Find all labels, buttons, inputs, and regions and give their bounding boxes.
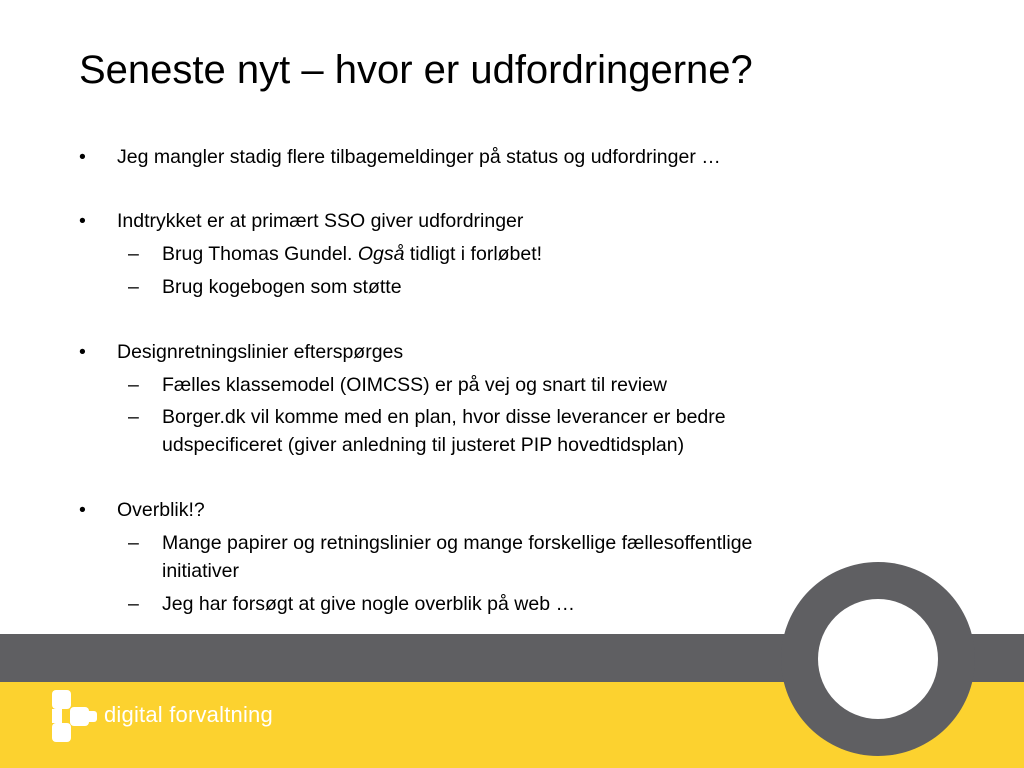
logo-text: digital forvaltning <box>104 702 273 727</box>
sub-bullet-text-part: Brug Thomas Gundel. <box>162 243 358 265</box>
sub-bullet-text <box>162 240 542 268</box>
sub-bullet-text: Brug kogebogen som støtte <box>162 276 402 298</box>
bullet-marker: • <box>79 499 86 521</box>
bullet-marker: • <box>79 146 86 168</box>
sub-bullet-marker: – <box>128 532 139 554</box>
decorative-ring-center <box>818 599 938 719</box>
sub-bullet-marker: – <box>128 374 139 396</box>
sub-bullet-marker: – <box>128 276 139 298</box>
slide-title: Seneste nyt – hvor er udfordringerne? <box>79 48 753 92</box>
logo-icon <box>52 690 98 742</box>
bullet-marker: • <box>79 341 86 363</box>
sub-bullet-text: Mange papirer og retningslinier og mange forskellige fællesoffentlige <box>162 532 753 554</box>
sub-bullet-marker: – <box>128 406 139 428</box>
bullet-text: Jeg mangler stadig flere tilbagemeldinger på status og udfordringer … <box>117 146 721 168</box>
bullet-text: Designretningslinier efterspørges <box>117 341 404 363</box>
bullet-marker: • <box>79 210 86 232</box>
sub-bullet-text: initiativer <box>162 560 239 582</box>
sub-bullet-text-italic: Også <box>357 243 405 265</box>
bullet-text: Overblik!? <box>117 499 205 521</box>
sub-bullet-text: Borger.dk vil komme med en plan, hvor disse leverancer er bedre <box>162 406 726 428</box>
sub-bullet-text: udspecificeret (giver anledning til justeret PIP hovedtidsplan) <box>162 434 685 456</box>
bullet-text: Indtrykket er at primært SSO giver udfordringer <box>117 210 524 232</box>
sub-bullet-text: Jeg har forsøgt at give nogle overblik på web … <box>162 593 575 615</box>
sub-bullet-marker: – <box>128 243 139 265</box>
sub-bullet-text-part: tidligt i forløbet! <box>404 243 543 265</box>
sub-bullet-marker: – <box>128 593 139 615</box>
sub-bullet-text: Fælles klassemodel (OIMCSS) er på vej og snart til review <box>162 374 667 396</box>
